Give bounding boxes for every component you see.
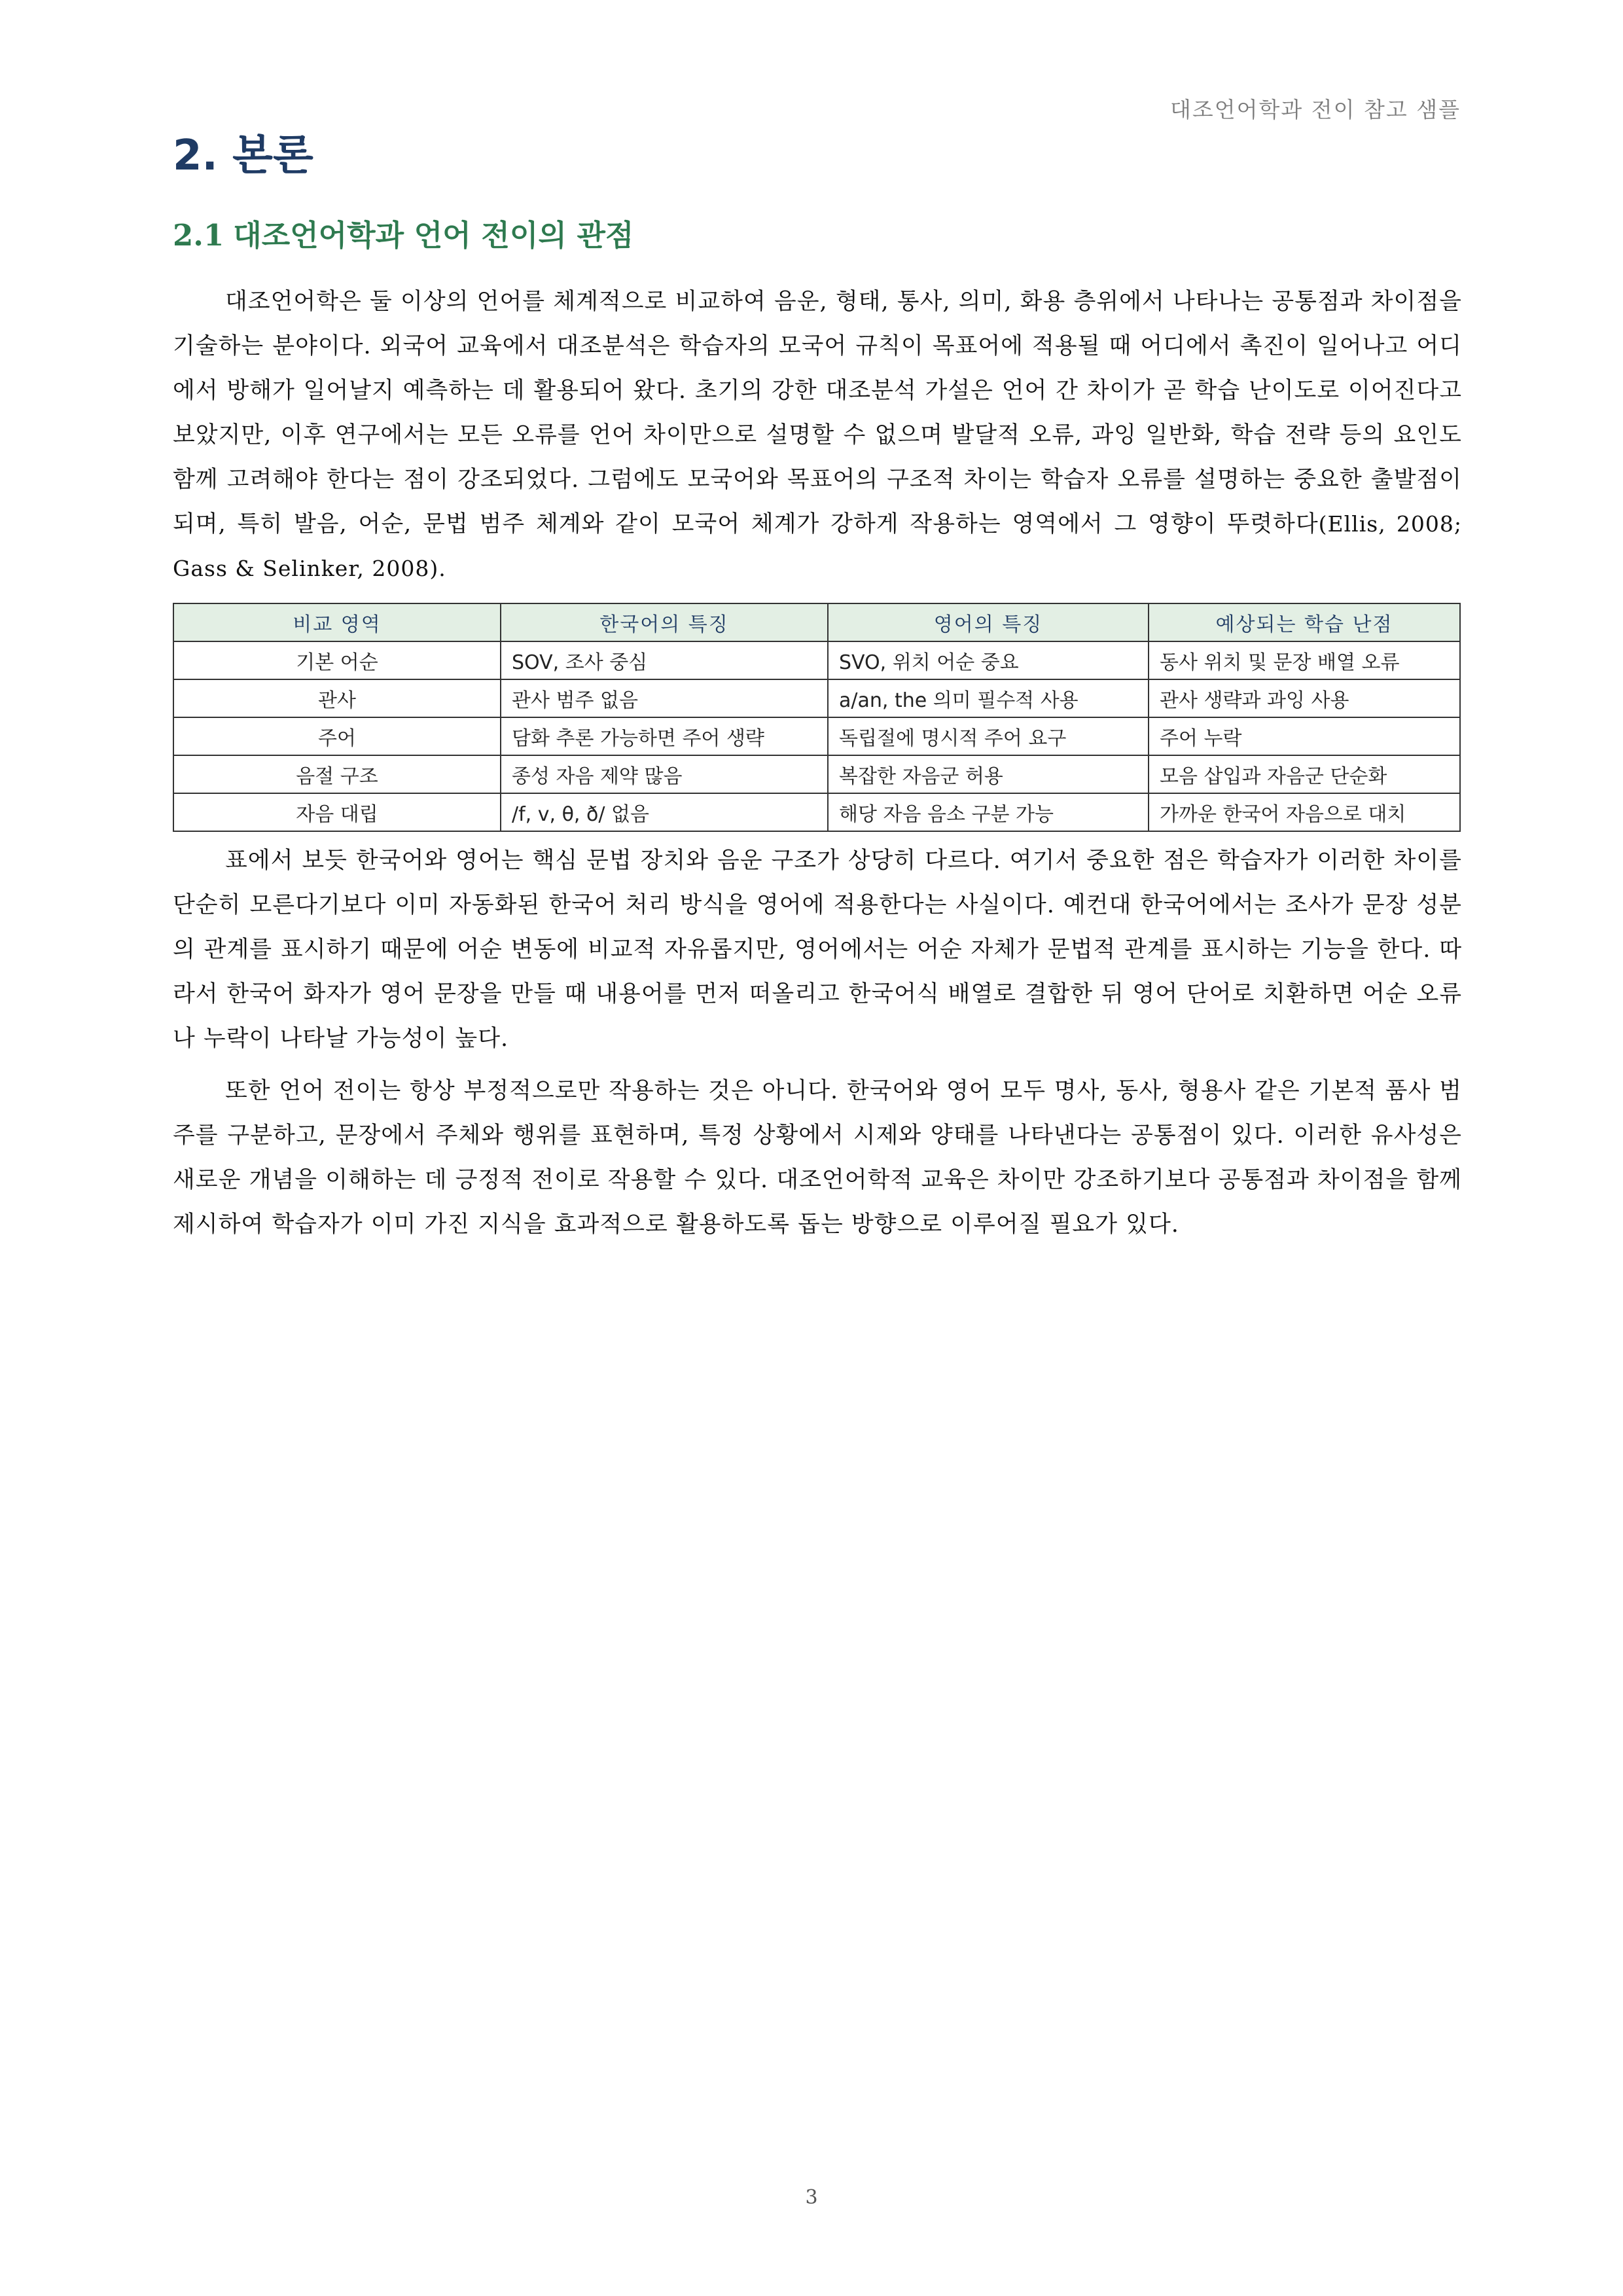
table-cell: SOV, 조사 중심 [501,641,828,679]
table-header-cell: 예상되는 학습 난점 [1149,603,1460,641]
table-row [173,717,1460,755]
page-number: 3 [805,2186,818,2209]
paragraph-intro [173,279,1462,591]
table-cell: 관사 범주 없음 [501,679,828,717]
page-content [173,131,1462,1247]
subsection-title: 대조언어학과 언어 전이의 관점 [233,217,634,253]
table-cell: 가까운 한국어 자음으로 대치 [1149,793,1460,831]
table-cell: SVO, 위치 어순 중요 [828,641,1149,679]
subsection-number: 2.1 [173,217,224,253]
running-header: 대조언어학과 전이 참고 샘플 [1169,97,1461,122]
table-row [173,679,1460,717]
table-header-cell: 영어의 특징 [828,603,1149,641]
table-cell: 음절 구조 [173,755,501,793]
table-cell: 담화 추론 가능하면 주어 생략 [501,717,828,755]
paragraph-intro-text: 대조언어학은 둘 이상의 언어를 체계적으로 비교하여 음운, 형태, 통사, 의미, 화용 층위에서 나타나는 공통점과 차이점을 기술하는 분야이다. 외국어 교육에서 대조분석은 학습자의 모국어 규칙이 목표어에 적용될 때 어디에서 촉진이 일어나고 어디에서 방해가 일어날지 예측하는 데 활용되어 왔다. 초기의 강한 대조분석 가설은 언어 간 차이가 곧 학습 난이도로 이어진다고 보았지만, 이후 연구에서는 모든 오류를 언어 차이만으로 설명할 수 없으며 발달적 오류, 과잉 일반화, 학습 전략 등의 요인도 함께 고려해야 한다는 점이 강조되었다. 그럼에도 모국어와 목표어의 구조적 차이는 학습자 오류를 설명하는 중요한 출발점이 되며, 특히 발음, 어순, 문법 범주 체계와 같이 모국어 체계가 강하게 작용하는 영역에서 그 영향이 뚜렷하다 [173,288,1462,537]
table-row [173,793,1460,831]
citation: (Ellis, 2008; Gass & Selinker, 2008). [173,511,1462,581]
comparison-table [173,603,1461,832]
table-row [173,755,1460,793]
table-cell: 관사 생략과 과잉 사용 [1149,679,1460,717]
table-cell: a/an, the 의미 필수적 사용 [828,679,1149,717]
table-cell: /f, v, θ, ð/ 없음 [501,793,828,831]
table-cell: 동사 위치 및 문장 배열 오류 [1149,641,1460,679]
paragraph-positive-transfer: 또한 언어 전이는 항상 부정적으로만 작용하는 것은 아니다. 한국어와 영어 모두 명사, 동사, 형용사 같은 기본적 품사 범주를 구분하고, 문장에서 주체와 행위를 표현하며, 특정 상황에서 시제와 양태를 나타낸다는 공통점이 있다. 이러한 유사성은 새로운 개념을 이해하는 데 긍정적 전이로 작용할 수 있다. 대조언어학적 교육은 차이만 강조하기보다 공통점과 차이점을 함께 제시하여 학습자가 이미 가진 지식을 효과적으로 활용하도록 돕는 방향으로 이루어질 필요가 있다. [173,1077,1462,1238]
table-header-cell: 한국어의 특징 [501,603,828,641]
table-cell: 해당 자음 음소 구분 가능 [828,793,1149,831]
table-row [173,641,1460,679]
table-cell: 독립절에 명시적 주어 요구 [828,717,1149,755]
table-cell: 종성 자음 제약 많음 [501,755,828,793]
table-cell: 자음 대립 [173,793,501,831]
table-cell: 주어 누락 [1149,717,1460,755]
paragraph-table-discussion: 표에서 보듯 한국어와 영어는 핵심 문법 장치와 음운 구조가 상당히 다르다. 여기서 중요한 점은 학습자가 이러한 차이를 단순히 모른다기보다 이미 자동화된 한국어 처리 방식을 영어에 적용한다는 사실이다. 예컨대 한국어에서는 조사가 문장 성분의 관계를 표시하기 때문에 어순 변동에 비교적 자유롭지만, 영어에서는 어순 자체가 문법적 관계를 표시하는 기능을 한다. 따라서 한국어 화자가 영어 문장을 만들 때 내용어를 먼저 떠올리고 한국어식 배열로 결합한 뒤 영어 단어로 치환하면 어순 오류나 누락이 나타날 가능성이 높다. [173,847,1462,1052]
section-heading: 2. 본론 [173,132,313,180]
table-cell: 기본 어순 [173,641,501,679]
table-cell: 모음 삽입과 자음군 단순화 [1149,755,1460,793]
table-cell: 주어 [173,717,501,755]
table-header-row [173,603,1460,641]
table-cell: 복잡한 자음군 허용 [828,755,1149,793]
table-header-cell: 비교 영역 [173,603,501,641]
table-cell: 관사 [173,679,501,717]
subsection-heading [173,218,1462,253]
